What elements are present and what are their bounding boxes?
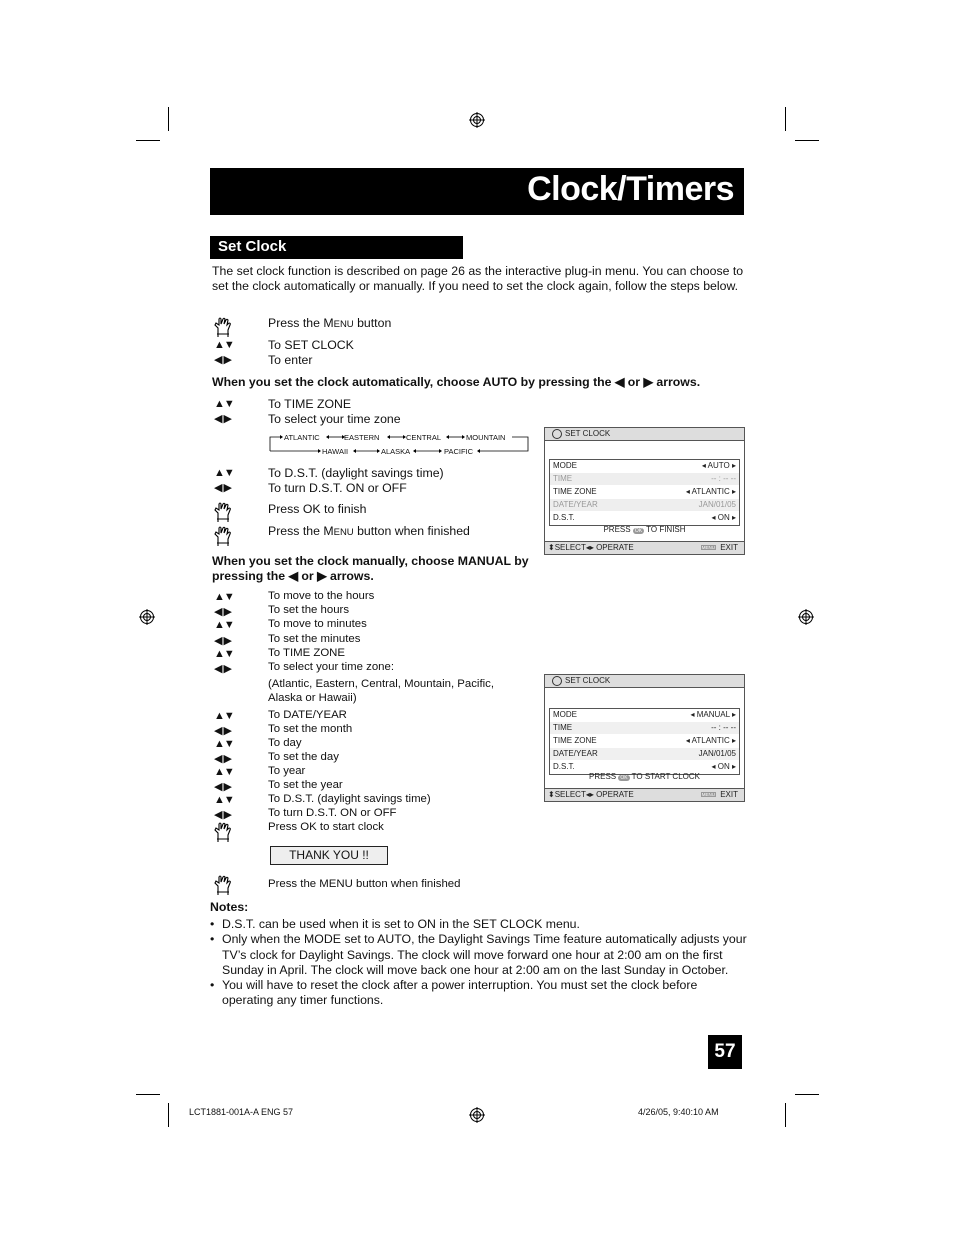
- updown-arrows-icon: ▲▼: [214, 794, 234, 806]
- osd-row-dst: D.S.T. ◂ ON ▸: [550, 512, 739, 525]
- step-turn-dst: To turn D.S.T. ON or OFF: [268, 481, 407, 495]
- page-number: 57: [708, 1035, 742, 1069]
- osd-row-dst: D.S.T. ◂ ON ▸: [550, 761, 739, 774]
- step-manual-13: To D.S.T. (daylight savings time): [268, 793, 431, 805]
- step-manual-4: To set the minutes: [268, 633, 361, 645]
- notes-section: [210, 900, 750, 1008]
- step-to-enter: To enter: [268, 353, 313, 367]
- zone-mountain: MOUNTAIN: [466, 433, 506, 442]
- step-manual-2: To set the hours: [268, 604, 350, 616]
- updown-arrows-icon: ▲▼: [214, 619, 234, 631]
- step-manual-7: To DATE/YEAR: [268, 709, 347, 721]
- step-manual-11: To year: [268, 765, 306, 777]
- osd-press-hint: PRESS OK TO FINISH: [603, 525, 686, 534]
- updown-arrows-icon: ▲▼: [214, 398, 234, 410]
- step-to-time-zone: To TIME ZONE: [268, 397, 352, 411]
- leftright-arrows-icon: ◀ ▶: [214, 606, 231, 618]
- osd-row-time: TIME -- : -- --: [550, 722, 739, 735]
- page-title-bar: [210, 168, 744, 215]
- step-ok-finish: Press OK to finish: [268, 502, 367, 516]
- zone-eastern: EASTERN: [344, 433, 380, 442]
- osd-set-clock-auto: [544, 427, 745, 555]
- note-item: • D.S.T. can be used when it is set to ON in the SET CLOCK menu.: [222, 917, 750, 932]
- step-manual-10: To set the day: [268, 751, 339, 763]
- leftright-arrows-icon: ◀ ▶: [214, 482, 231, 494]
- osd-row-mode: MODE ◂ MANUAL ▸: [550, 709, 739, 722]
- leftright-arrows-icon: ◀ ▶: [214, 809, 231, 821]
- leftright-arrows-icon: ◀ ▶: [214, 663, 231, 675]
- zone-list-line-1: (Atlantic, Eastern, Central, Mountain, Pacific,: [268, 678, 495, 690]
- leftright-arrows-icon: ◀ ▶: [214, 635, 231, 647]
- leftright-arrows-icon: ◀ ▶: [214, 725, 231, 737]
- registration-mark-icon: [139, 609, 155, 625]
- osd-footer: ⬍SELECT◂▸ OPERATE MENU EXIT: [545, 788, 744, 801]
- leftright-arrows-icon: ◀ ▶: [214, 354, 231, 366]
- crop-mark: [785, 1103, 786, 1127]
- updown-arrows-icon: ▲▼: [214, 648, 234, 660]
- updown-arrows-icon: ▲▼: [214, 766, 234, 778]
- leftright-arrows-icon: ◀ ▶: [214, 753, 231, 765]
- remote-hand-icon: [213, 821, 233, 843]
- manual-heading-line-1: When you set the clock manually, choose MANUAL by: [212, 554, 529, 568]
- step-press-menu: Press the MENU button: [268, 316, 392, 330]
- zone-list-line-2: Alaska or Hawaii): [268, 692, 357, 704]
- crop-mark: [168, 1103, 169, 1127]
- crop-mark: [136, 140, 160, 141]
- step-ok-start: Press OK to start clock: [268, 821, 384, 833]
- manual-heading-line-2: pressing the ◀ or ▶ arrows.: [212, 569, 374, 583]
- osd-set-clock-manual: [544, 674, 745, 802]
- zone-pacific: PACIFIC: [444, 447, 474, 456]
- note-item: • You will have to reset the clock after a power interruption. You must set the clock before operating any timer functions.: [222, 978, 750, 1008]
- osd-press-hint: PRESS OK TO START CLOCK: [589, 772, 700, 781]
- osd-row-time: TIME -- : -- --: [550, 473, 739, 486]
- crop-mark: [168, 107, 169, 131]
- updown-arrows-icon: ▲▼: [214, 467, 234, 479]
- step-menu-finished-2: Press the MENU button when finished: [268, 878, 461, 890]
- crop-mark: [795, 1094, 819, 1095]
- ok-button-icon: OK: [634, 528, 643, 534]
- page-title: Clock/Timers: [527, 170, 734, 208]
- step-manual-6: To select your time zone:: [268, 661, 394, 673]
- auto-heading: When you set the clock automatically, choose AUTO by pressing the ◀ or ▶ arrows.: [212, 375, 701, 389]
- osd-header: [545, 675, 744, 688]
- note-item: • Only when the MODE set to AUTO, the Daylight Savings Time feature automatically adjusts your TV’s clock for Daylight Savings. The clock will move forward one hour at 2:00 am on the first Sunday in April. The clock will move back one hour at 2:00 am on the last Sunday in October.: [222, 932, 750, 978]
- step-manual-12: To set the year: [268, 779, 343, 791]
- footer-timestamp: 4/26/05, 9:40:10 AM: [638, 1107, 719, 1117]
- zone-central: CENTRAL: [406, 433, 442, 442]
- ok-button-icon: OK: [620, 775, 628, 781]
- clock-icon: [552, 429, 562, 439]
- step-manual-5: To TIME ZONE: [268, 647, 346, 659]
- osd-row-time-zone: TIME ZONE ◂ ATLANTIC ▸: [550, 735, 739, 748]
- zone-hawaii: HAWAII: [322, 447, 349, 456]
- remote-hand-icon: [213, 316, 233, 338]
- osd-row-date-year: DATE/YEAR JAN/01/05: [550, 748, 739, 761]
- osd-header-label: SET CLOCK: [565, 429, 611, 438]
- registration-mark-icon: [469, 112, 485, 128]
- registration-mark-icon: [798, 609, 814, 625]
- step-manual-9: To day: [268, 737, 302, 749]
- menu-button-icon: MENU: [701, 545, 715, 550]
- thank-you-display: THANK YOU !!: [270, 846, 388, 865]
- menu-button-icon: MENU: [701, 792, 715, 797]
- step-manual-1: To move to the hours: [268, 590, 375, 602]
- intro-paragraph: The set clock function is described on page 26 as the interactive plug-in menu. You can choose to set the clock automatically or manually. If you need to set the clock again, follow the steps below.: [212, 264, 744, 294]
- updown-arrows-icon: ▲▼: [214, 591, 234, 603]
- step-menu-finished: Press the MENU button when finished: [268, 524, 470, 538]
- osd-row-mode: MODE ◂ AUTO ▸: [550, 460, 739, 473]
- updown-arrows-icon: ▲▼: [214, 339, 234, 351]
- step-manual-3: To move to minutes: [268, 618, 367, 630]
- remote-hand-icon: [213, 501, 233, 523]
- crop-mark: [136, 1094, 160, 1095]
- leftright-arrows-icon: ◀ ▶: [214, 413, 231, 425]
- remote-hand-icon: [213, 525, 233, 547]
- section-heading: [210, 236, 463, 259]
- zone-alaska: ALASKA: [381, 447, 411, 456]
- section-heading-label: Set Clock: [218, 238, 287, 255]
- notes-heading: Notes:: [210, 900, 249, 914]
- zone-atlantic: ATLANTIC: [284, 433, 320, 442]
- step-to-set-clock: To SET CLOCK: [268, 338, 354, 352]
- updown-arrows-icon: ▲▼: [214, 738, 234, 750]
- crop-mark: [795, 140, 819, 141]
- footer-job-id: LCT1881-001A-A ENG 57: [189, 1107, 294, 1117]
- osd-header: [545, 428, 744, 441]
- osd-row-time-zone: TIME ZONE ◂ ATLANTIC ▸: [550, 486, 739, 499]
- step-select-zone: To select your time zone: [268, 412, 401, 426]
- step-to-dst: To D.S.T. (daylight savings time): [268, 466, 444, 480]
- osd-header-label: SET CLOCK: [565, 676, 611, 685]
- leftright-arrows-icon: ◀ ▶: [214, 781, 231, 793]
- osd-footer: ⬍SELECT◂▸ OPERATE MENU EXIT: [545, 541, 744, 554]
- osd-row-date-year: DATE/YEAR JAN/01/05: [550, 499, 739, 512]
- remote-hand-icon: [213, 874, 233, 896]
- crop-mark: [785, 107, 786, 131]
- updown-arrows-icon: ▲▼: [214, 710, 234, 722]
- step-manual-14: To turn D.S.T. ON or OFF: [268, 807, 397, 819]
- registration-mark-icon: [469, 1107, 485, 1123]
- step-manual-8: To set the month: [268, 723, 353, 735]
- clock-icon: [552, 676, 562, 686]
